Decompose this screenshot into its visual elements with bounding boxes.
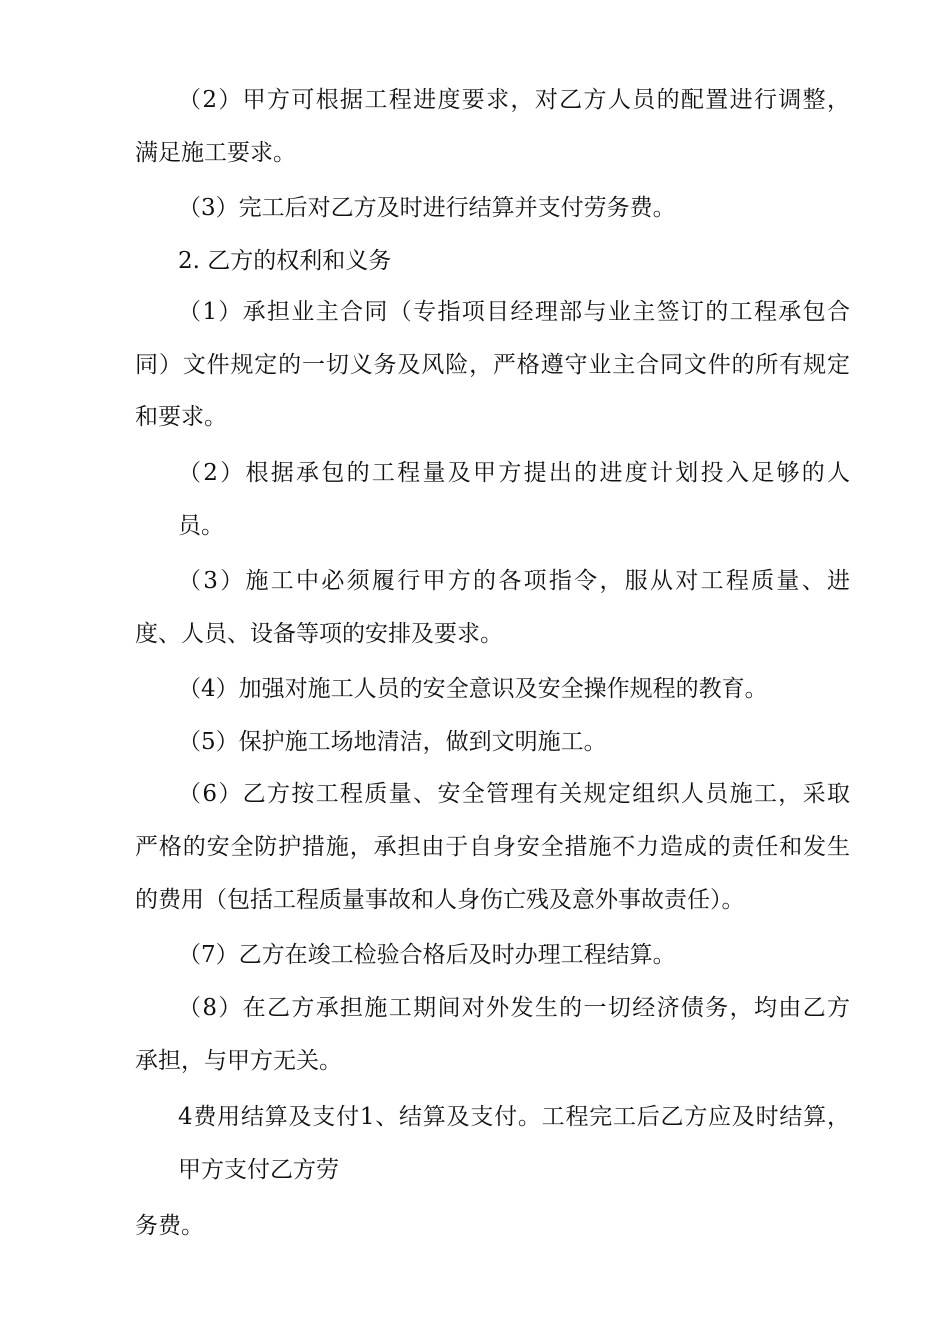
- paragraph-line: （1）承担业主合同（专指项目经理部与业主签订的工程承包合: [178, 299, 850, 325]
- paragraph-line: （5）保护施工场地清洁，做到文明施工。: [178, 729, 607, 755]
- paragraph-line: 满足施工要求。: [135, 140, 296, 166]
- paragraph-line: 务费。: [135, 1213, 204, 1239]
- paragraph-line: （2）甲方可根据工程进度要求，对乙方人员的配置进行调整，: [178, 87, 850, 113]
- paragraph-line: 度、人员、设备等项的安排及要求。: [135, 621, 503, 647]
- paragraph-line: 的费用（包括工程质量事故和人身伤亡残及意外事故责任）。: [135, 887, 745, 913]
- paragraph-line: 同）文件规定的一切义务及风险，严格遵守业主合同文件的所有规定: [135, 352, 850, 378]
- paragraph-line: （8）在乙方承担施工期间对外发生的一切经济债务，均由乙方: [178, 995, 850, 1021]
- section-heading: 2. 乙方的权利和义务: [178, 248, 392, 274]
- paragraph-line: （6）乙方按工程质量、安全管理有关规定组织人员施工，采取: [178, 781, 850, 807]
- paragraph-line: 甲方支付乙方劳: [178, 1157, 339, 1183]
- paragraph-line: 员。: [178, 513, 224, 539]
- paragraph-line: 承担，与甲方无关。: [135, 1048, 342, 1074]
- paragraph-line: （3）施工中必须履行甲方的各项指令，服从对工程质量、进: [178, 568, 850, 594]
- paragraph-line: （4）加强对施工人员的安全意识及安全操作规程的教育。: [178, 676, 768, 702]
- paragraph-line: （7）乙方在竣工检验合格后及时办理工程结算。: [178, 942, 676, 968]
- paragraph-line: 严格的安全防护措施，承担由于自身安全措施不力造成的责任和发生: [135, 834, 850, 860]
- paragraph-line: 和要求。: [135, 404, 227, 430]
- paragraph-line: 4费用结算及支付1、结算及支付。工程完工后乙方应及时结算，: [178, 1104, 850, 1130]
- paragraph-line: （2）根据承包的工程量及甲方提出的进度计划投入足够的人: [178, 460, 850, 486]
- paragraph-line: （3）完工后对乙方及时进行结算并支付劳务费。: [178, 195, 676, 221]
